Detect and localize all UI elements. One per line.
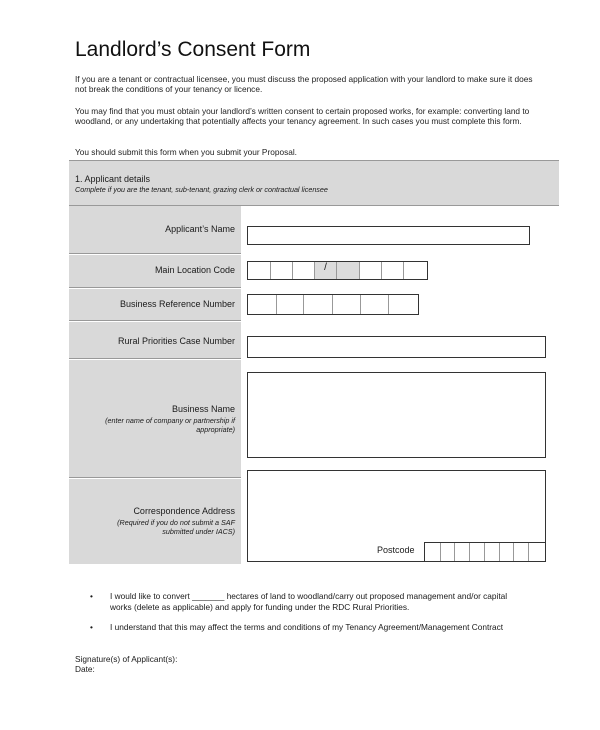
postcode-cell[interactable] bbox=[485, 543, 500, 561]
brn-cell[interactable] bbox=[333, 295, 361, 314]
postcode-cell[interactable] bbox=[514, 543, 529, 561]
location-code-input[interactable] bbox=[247, 261, 428, 280]
location-code-cell bbox=[337, 262, 360, 279]
intro-paragraph-1: If you are a tenant or contractual licensee, you must discuss the proposed application with your landlord to make sure it does not break the conditions of your tenancy or licence. bbox=[75, 74, 533, 95]
brn-label-cell bbox=[69, 289, 241, 321]
brn-input[interactable] bbox=[247, 294, 419, 315]
postcode-label: Postcode bbox=[377, 545, 415, 555]
address-label-cell bbox=[69, 479, 241, 564]
postcode-cell[interactable] bbox=[441, 543, 456, 561]
page-title: Landlord’s Consent Form bbox=[75, 38, 311, 61]
section-header bbox=[69, 160, 559, 206]
applicant-name-input[interactable] bbox=[247, 226, 530, 245]
business-name-input[interactable] bbox=[247, 372, 546, 458]
postcode-cell[interactable] bbox=[455, 543, 470, 561]
business-name-label-cell bbox=[69, 360, 241, 478]
brn-cell[interactable] bbox=[304, 295, 333, 314]
applicant-name-label: Applicant’s Name bbox=[165, 224, 235, 234]
brn-cell[interactable] bbox=[361, 295, 390, 314]
location-code-label-cell bbox=[69, 255, 241, 288]
case-number-label-cell bbox=[69, 322, 241, 359]
postcode-cell[interactable] bbox=[470, 543, 485, 561]
brn-label: Business Reference Number bbox=[119, 299, 235, 309]
address-note: (Required if you do not submit a SAF submitted under IACS) bbox=[117, 518, 235, 536]
statement-convert: I would like to convert _______ hectares of land to woodland/carry out proposed management and/or capital works (delete as applicable) and apply for funding under the RDC Rural Priorities. bbox=[110, 591, 508, 612]
location-code-cell[interactable] bbox=[360, 262, 382, 279]
brn-cell[interactable] bbox=[277, 295, 305, 314]
bullet-icon: • bbox=[90, 591, 93, 601]
location-code-cell[interactable] bbox=[404, 262, 427, 279]
location-code-separator bbox=[315, 262, 337, 279]
applicant-name-label-cell bbox=[69, 206, 241, 254]
address-input[interactable] bbox=[247, 470, 546, 543]
postcode-input[interactable] bbox=[424, 542, 546, 562]
signature-label: Signature(s) of Applicant(s): bbox=[75, 654, 178, 664]
postcode-cell[interactable] bbox=[529, 543, 545, 561]
case-number-label: Rural Priorities Case Number bbox=[117, 336, 235, 346]
postcode-cell[interactable] bbox=[500, 543, 515, 561]
postcode-cell[interactable] bbox=[425, 543, 441, 561]
business-name-label: Business Name bbox=[171, 404, 235, 414]
intro-paragraph-3: You should submit this form when you submit your Proposal. bbox=[75, 147, 297, 157]
location-code-label: Main Location Code bbox=[154, 265, 235, 275]
location-code-cell[interactable] bbox=[382, 262, 404, 279]
business-name-note: (enter name of company or partnership if appropriate) bbox=[105, 416, 235, 434]
address-box-lower bbox=[247, 542, 424, 562]
separator-slash: / bbox=[324, 262, 327, 273]
statement-understand: I understand that this may affect the terms and conditions of my Tenancy Agreement/Management Contract bbox=[110, 622, 504, 632]
section-subheading: Complete if you are the tenant, sub-tenant, grazing clerk or contractual licensee bbox=[75, 185, 328, 194]
bullet-icon: • bbox=[90, 622, 93, 632]
date-label: Date: bbox=[75, 664, 95, 674]
case-number-input[interactable] bbox=[247, 336, 546, 358]
brn-cell[interactable] bbox=[389, 295, 418, 314]
location-code-cell[interactable] bbox=[293, 262, 315, 279]
location-code-cell[interactable] bbox=[248, 262, 271, 279]
address-label: Correspondence Address bbox=[133, 506, 235, 516]
intro-paragraph-2: You may find that you must obtain your landlord’s written consent to certain proposed works, for example: converting land to woodland, or any undertaking that potentially affects your tenancy agreement. In such cases you must complete this form. bbox=[75, 106, 530, 127]
location-code-cell[interactable] bbox=[271, 262, 293, 279]
brn-cell[interactable] bbox=[248, 295, 277, 314]
section-heading: 1. Applicant details bbox=[75, 174, 151, 184]
